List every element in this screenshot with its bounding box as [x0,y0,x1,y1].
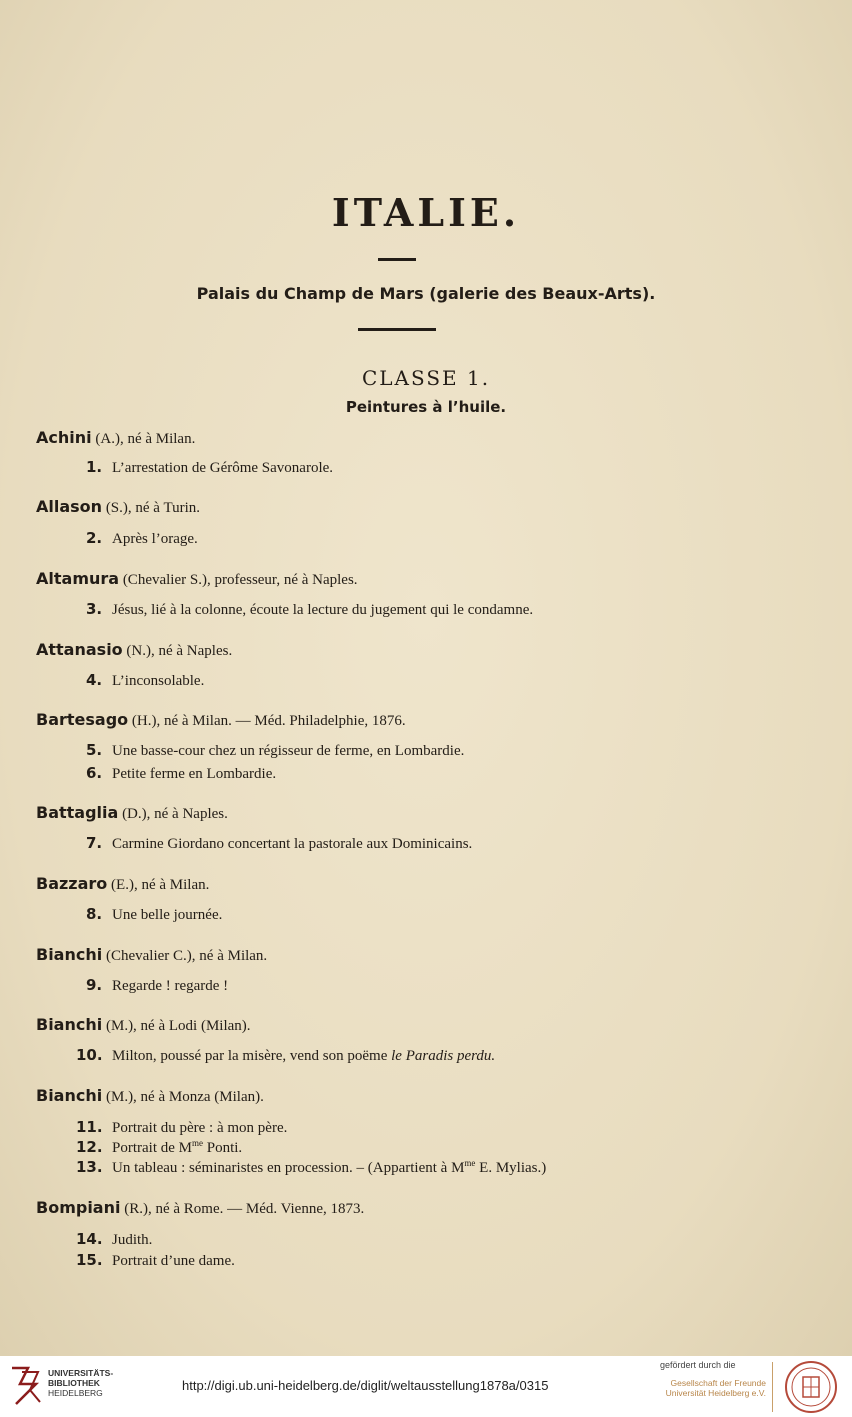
work-number: 3. [86,600,103,618]
footer-divider [772,1362,773,1412]
work-entry [76,1118,287,1137]
work-number: 12. [76,1138,103,1156]
library-name [48,1368,113,1398]
artist-info: (Chevalier C.), né à Milan. [105,948,268,964]
work-title-italic: le Paradis perdu. [391,1048,496,1064]
work-title: L’inconsolable. [112,673,205,689]
work-title: Un tableau : séminaristes en procession. – (Appartient à M [112,1160,465,1176]
work-title: Judith. [112,1232,153,1248]
artist-entry [36,1198,364,1218]
artist-name: Bianchi [36,1086,103,1105]
artist-entry [36,710,406,730]
work-number: 8. [86,905,103,923]
artist-entry [36,569,358,589]
artist-name: Bartesago [36,710,129,729]
work-entry [86,764,276,783]
title-rule [378,258,416,261]
work-number: 2. [86,529,103,547]
work-entry [76,1158,546,1177]
work-title: Une basse-cour chez un régisseur de ferme, en Lombardie. [112,743,465,759]
work-entry [86,600,533,619]
library-name-line: BIBLIOTHEK [48,1378,100,1388]
work-title: Après l’orage. [112,531,198,547]
artist-name: Bianchi [36,1015,103,1034]
work-number: 15. [76,1251,103,1269]
sponsor-name-line: Gesellschaft der Freunde [670,1378,766,1388]
artist-entry [36,1015,251,1035]
work-title: Regarde ! regarde ! [112,978,229,994]
work-entry [86,671,204,690]
work-number: 7. [86,834,103,852]
work-number: 1. [86,458,103,476]
work-title: Portrait d’une dame. [112,1253,235,1269]
artist-info: (R.), né à Rome. — Méd. Vienne, 1873. [124,1201,365,1217]
work-number: 4. [86,671,103,689]
work-title: Carmine Giordano concertant la pastorale aux Dominicains. [112,836,473,852]
artist-info: (Chevalier S.), professeur, né à Naples. [122,572,358,588]
work-entry [76,1138,242,1157]
work-number: 10. [76,1046,103,1064]
permalink-url[interactable]: http://digi.ub.uni-heidelberg.de/diglit/weltausstellung1878a/0315 [182,1378,549,1393]
work-title-sup: me [464,1158,476,1168]
work-entry [86,905,222,924]
work-title: L’arrestation de Gérôme Savonarole. [112,460,334,476]
work-number: 5. [86,741,103,759]
work-title: Milton, poussé par la misère, vend son poëme [112,1048,388,1064]
artist-name: Battaglia [36,803,119,822]
work-entry [76,1046,495,1065]
work-number: 13. [76,1158,103,1176]
work-title: Jésus, lié à la colonne, écoute la lecture du jugement qui le condamne. [112,602,534,618]
sponsor-name [666,1378,766,1398]
work-title: Une belle journée. [112,907,223,923]
artist-entry [36,1086,264,1106]
artist-info: (N.), né à Naples. [126,643,233,659]
work-entry [76,1251,235,1270]
work-entry [76,1230,152,1249]
work-number: 6. [86,764,103,782]
work-entry [86,458,333,477]
artist-entry [36,803,228,823]
artist-entry [36,428,195,448]
sponsor-name-line: Universität Heidelberg e.V. [665,1388,766,1398]
section-subheading: Peintures à l’huile. [345,398,507,416]
sponsor-label: gefördert durch die [660,1360,736,1370]
artist-entry [36,945,267,965]
work-entry [86,741,464,760]
work-entry [86,976,228,995]
artist-info: (E.), né à Milan. [111,877,210,893]
artist-entry [36,874,209,894]
university-seal-icon [784,1360,838,1414]
artist-name: Bazzaro [36,874,108,893]
page-subtitle: Palais du Champ de Mars (galerie des Beaux-Arts). [196,284,656,303]
work-number: 11. [76,1118,103,1136]
artist-info: (M.), né à Monza (Milan). [105,1089,264,1105]
work-number: 14. [76,1230,103,1248]
work-entry [86,834,472,853]
library-name-line: HEIDELBERG [48,1388,103,1398]
section-heading: CLASSE 1. [361,366,491,390]
artist-info: (A.), né à Milan. [95,431,196,447]
subtitle-rule [358,328,436,331]
artist-name: Achini [36,428,92,447]
work-title-after: Ponti. [203,1140,243,1156]
artist-entry [36,640,232,660]
artist-name: Bianchi [36,945,103,964]
artist-info: (D.), né à Naples. [122,806,228,822]
artist-info: (H.), né à Milan. — Méd. Philadelphie, 1876. [131,713,406,729]
work-number: 9. [86,976,103,994]
artist-info: (S.), né à Turin. [105,500,200,516]
artist-info: (M.), né à Lodi (Milan). [105,1018,251,1034]
work-title: Portrait de M [112,1140,192,1156]
library-logo-icon [8,1364,44,1406]
viewer-footer [0,1356,852,1417]
artist-name: Allason [36,497,103,516]
page-title: ITALIE. [331,190,521,235]
work-title: Petite ferme en Lombardie. [112,766,277,782]
artist-name: Altamura [36,569,120,588]
work-title-after: E. Mylias.) [475,1160,547,1176]
work-entry [86,529,198,548]
library-name-line: UNIVERSITÄTS- [48,1368,114,1378]
artist-name: Attanasio [36,640,123,659]
artist-name: Bompiani [36,1198,121,1217]
work-title-sup: me [192,1138,203,1148]
artist-entry [36,497,200,517]
work-title: Portrait du père : à mon père. [112,1120,288,1136]
